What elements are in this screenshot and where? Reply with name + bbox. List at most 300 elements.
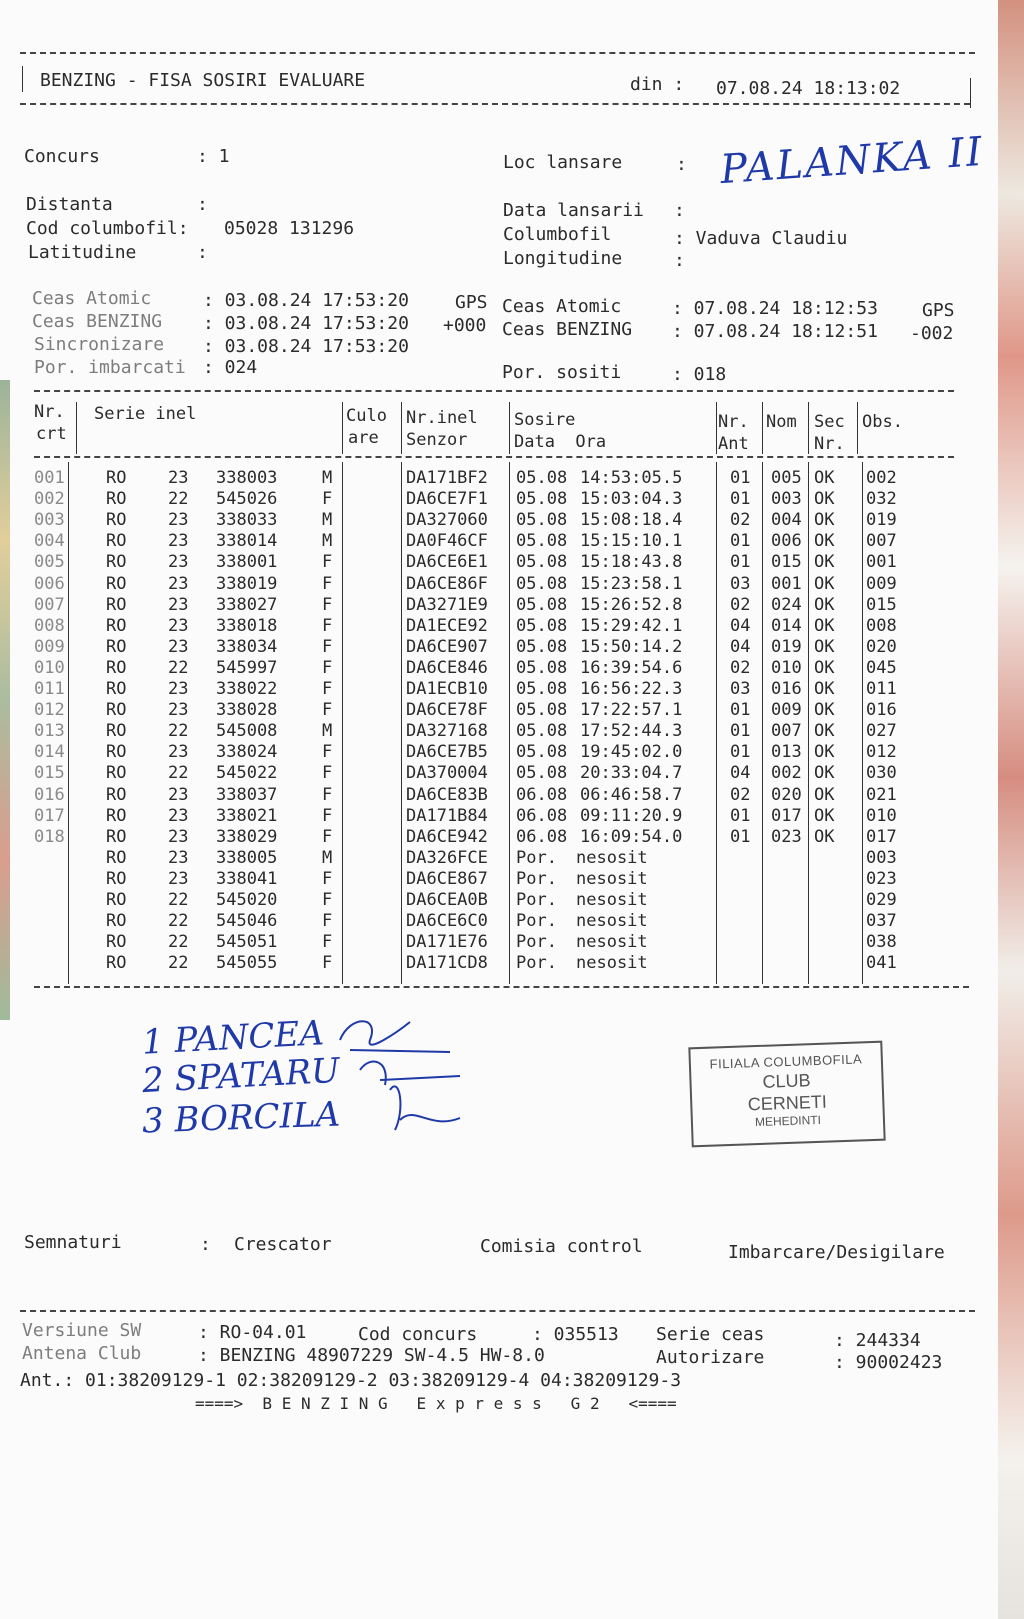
row-ring: 545022 xyxy=(216,763,278,784)
clock-right-1-value: : 07.08.24 18:12:51 xyxy=(672,321,878,342)
row-sec: OK xyxy=(814,721,835,742)
row-nr: 001 xyxy=(34,468,65,488)
signature-crescator: Crescator xyxy=(234,1234,332,1255)
clock-left-2-label: Sincronizare xyxy=(34,334,165,355)
footer-rule xyxy=(20,1310,975,1312)
row-nom: 015 xyxy=(771,552,802,573)
clock-left-2-value: : 03.08.24 17:53:20 xyxy=(203,336,409,357)
row-ring: 338019 xyxy=(216,573,278,594)
row-ring: 338041 xyxy=(216,868,278,889)
table-row xyxy=(0,827,1000,848)
row-country: RO xyxy=(106,489,127,510)
row-country: RO xyxy=(106,700,127,721)
row-obs: 020 xyxy=(866,636,897,657)
row-year: 22 xyxy=(168,890,189,910)
row-date: 05.08 xyxy=(516,679,568,699)
row-year: 23 xyxy=(168,573,189,594)
th-ant: Ant xyxy=(718,434,749,454)
row-year: 23 xyxy=(168,594,189,615)
handwritten-note-2: 2 SPATARU xyxy=(141,1050,341,1102)
row-year: 22 xyxy=(168,763,189,784)
table-row xyxy=(0,574,1000,595)
distanta-label: Distanta xyxy=(26,194,113,215)
loc-lansare-handwritten: PALANKA II xyxy=(718,128,986,194)
table-row xyxy=(0,848,1000,869)
row-ant: 01 xyxy=(730,552,751,573)
row-obs: 037 xyxy=(866,911,897,932)
row-country: RO xyxy=(106,742,127,763)
row-obs: 032 xyxy=(866,489,897,510)
row-obs: 002 xyxy=(866,468,897,488)
th-senzor: Senzor xyxy=(406,430,468,450)
row-ring: 338028 xyxy=(216,700,278,721)
row-sex: F xyxy=(322,700,333,721)
row-year: 22 xyxy=(168,953,189,974)
print-datetime: 07.08.24 18:13:02 xyxy=(716,78,901,99)
row-country: RO xyxy=(106,636,127,657)
row-nr: 003 xyxy=(34,510,65,531)
row-sex: F xyxy=(322,573,333,594)
row-sensor: DA1ECE92 xyxy=(406,615,488,636)
col-line-serie xyxy=(76,402,77,454)
row-sensor: DA171CD8 xyxy=(406,953,488,974)
row-time: 15:29:42.1 xyxy=(580,615,683,636)
row-sec: OK xyxy=(814,763,835,784)
antena-value: : BENZING 48907229 SW-4.5 HW-8.0 xyxy=(198,1345,545,1366)
header-bottom-rule xyxy=(20,103,970,105)
row-year: 23 xyxy=(168,826,189,847)
row-time: 17:22:57.1 xyxy=(580,700,683,721)
row-country: RO xyxy=(106,594,127,615)
row-country: RO xyxy=(106,679,127,699)
columbofil-label: Columbofil xyxy=(503,224,612,245)
row-year: 23 xyxy=(168,700,189,721)
row-sex: F xyxy=(322,636,333,657)
row-ring: 338014 xyxy=(216,531,278,552)
row-sensor: DA1ECB10 xyxy=(406,679,488,699)
row-time: 20:33:04.7 xyxy=(580,763,683,784)
row-time: 14:53:05.5 xyxy=(580,468,683,488)
col-line-obs xyxy=(857,402,858,454)
clock-left-3-label: Por. imbarcati xyxy=(34,357,186,378)
table-row xyxy=(0,595,1000,616)
row-nr: 016 xyxy=(34,784,65,805)
row-ring: 338005 xyxy=(216,847,278,868)
th-are: are xyxy=(348,428,379,448)
table-row xyxy=(0,953,1000,974)
row-sensor: DA6CE942 xyxy=(406,826,488,847)
row-obs: 030 xyxy=(866,763,897,784)
row-time: nesosit xyxy=(576,932,648,953)
row-time: 15:26:52.8 xyxy=(580,594,683,615)
table-row xyxy=(0,468,1000,489)
table-row xyxy=(0,637,1000,658)
col-line-sec xyxy=(808,402,809,454)
row-obs: 045 xyxy=(866,657,897,678)
data-lansarii-label: Data lansarii xyxy=(503,200,644,221)
row-ant: 01 xyxy=(730,489,751,510)
row-year: 22 xyxy=(168,911,189,932)
row-date: 05.08 xyxy=(516,636,568,657)
row-time: 15:03:04.3 xyxy=(580,489,683,510)
table-row xyxy=(0,616,1000,637)
table-row xyxy=(0,531,1000,552)
loc-lansare-label: Loc lansare xyxy=(503,152,623,173)
row-year: 22 xyxy=(168,721,189,742)
table-row xyxy=(0,700,1000,721)
row-nom: 024 xyxy=(771,594,802,615)
row-sex: M xyxy=(322,847,333,868)
row-nr: 004 xyxy=(34,531,65,552)
row-ring: 338027 xyxy=(216,594,278,615)
row-ant: 01 xyxy=(730,468,751,488)
row-date: 05.08 xyxy=(516,468,568,488)
row-nom: 006 xyxy=(771,531,802,552)
row-obs: 016 xyxy=(866,700,897,721)
row-country: RO xyxy=(106,615,127,636)
row-nom: 017 xyxy=(771,805,802,826)
row-date: 06.08 xyxy=(516,826,568,847)
row-nom: 002 xyxy=(771,763,802,784)
col-line-nrinel xyxy=(401,402,402,454)
table-row xyxy=(0,679,1000,700)
row-year: 23 xyxy=(168,742,189,763)
serie-ceas-label: Serie ceas xyxy=(656,1324,765,1345)
longitudine-value: : xyxy=(674,250,685,271)
row-obs: 009 xyxy=(866,573,897,594)
row-obs: 027 xyxy=(866,721,897,742)
row-ant: 01 xyxy=(730,721,751,742)
stamp-line-1: FILIALA COLUMBOFILA xyxy=(709,1051,863,1072)
row-ring: 545020 xyxy=(216,890,278,910)
row-ring: 338018 xyxy=(216,615,278,636)
row-country: RO xyxy=(106,911,127,932)
row-ant: 01 xyxy=(730,700,751,721)
row-ant: 02 xyxy=(730,594,751,615)
th-culo: Culo xyxy=(346,406,387,426)
table-row xyxy=(0,658,1000,679)
row-year: 23 xyxy=(168,510,189,531)
row-date: Por. xyxy=(516,847,557,868)
row-ant: 03 xyxy=(730,573,751,594)
row-time: 15:08:18.4 xyxy=(580,510,683,531)
row-date: 05.08 xyxy=(516,700,568,721)
row-time: 16:56:22.3 xyxy=(580,679,683,699)
row-obs: 019 xyxy=(866,510,897,531)
th-nom: Nom xyxy=(766,412,797,432)
row-nom: 014 xyxy=(771,615,802,636)
table-row xyxy=(0,763,1000,784)
row-country: RO xyxy=(106,531,127,552)
row-date: 05.08 xyxy=(516,531,568,552)
table-row xyxy=(0,785,1000,806)
row-time: nesosit xyxy=(576,890,648,910)
row-ring: 545008 xyxy=(216,721,278,742)
row-sensor: DA6CE86F xyxy=(406,573,488,594)
latitudine-label: Latitudine xyxy=(28,242,137,263)
clock-left-1-extra: +000 xyxy=(443,315,487,336)
table-header-rule xyxy=(34,456,954,458)
clock-left-0-value: : 03.08.24 17:53:20 xyxy=(203,290,409,311)
row-obs: 021 xyxy=(866,784,897,805)
row-nr: 007 xyxy=(34,594,65,615)
row-year: 23 xyxy=(168,636,189,657)
row-nr: 017 xyxy=(34,805,65,826)
row-nom: 023 xyxy=(771,826,802,847)
row-time: 15:18:43.8 xyxy=(580,552,683,573)
row-sensor: DA6CE6E1 xyxy=(406,552,488,573)
signature-imbarcare: Imbarcare/Desigilare xyxy=(728,1242,945,1263)
row-ring: 338001 xyxy=(216,552,278,573)
clock-left-0-extra: GPS xyxy=(455,292,488,313)
th-sosire: Sosire xyxy=(514,410,576,430)
row-sensor: DA6CE78F xyxy=(406,700,488,721)
row-time: 16:39:54.6 xyxy=(580,657,683,678)
stamp-line-4: MEHEDINTI xyxy=(754,1112,822,1130)
row-nom: 003 xyxy=(771,489,802,510)
row-sensor: DA6CEA0B xyxy=(406,890,488,910)
row-ant: 03 xyxy=(730,679,751,699)
data-lansarii-value: : xyxy=(674,200,685,221)
th-sec: Sec xyxy=(814,412,845,432)
row-year: 23 xyxy=(168,868,189,889)
row-nom: 010 xyxy=(771,657,802,678)
row-sensor: DA171E76 xyxy=(406,932,488,953)
row-obs: 012 xyxy=(866,742,897,763)
row-ring: 338033 xyxy=(216,510,278,531)
stamp-line-3: CERNETI xyxy=(747,1091,828,1115)
row-obs: 023 xyxy=(866,868,897,889)
row-country: RO xyxy=(106,847,127,868)
col-line-nom xyxy=(762,402,763,454)
row-time: nesosit xyxy=(576,911,648,932)
row-sensor: DA3271E9 xyxy=(406,594,488,615)
table-row xyxy=(0,552,1000,573)
row-nr: 005 xyxy=(34,552,65,573)
table-row xyxy=(0,911,1000,932)
row-sex: M xyxy=(322,510,333,531)
row-nr: 018 xyxy=(34,826,65,847)
row-time: 16:09:54.0 xyxy=(580,826,683,847)
row-obs: 007 xyxy=(866,531,897,552)
row-nom: 016 xyxy=(771,679,802,699)
row-date: 05.08 xyxy=(516,489,568,510)
handwritten-note-3: 3 BORCILA xyxy=(141,1094,341,1142)
row-ant: 02 xyxy=(730,657,751,678)
clock-left-1-label: Ceas BENZING xyxy=(32,311,163,332)
clock-right-0-label: Ceas Atomic xyxy=(502,296,622,317)
th-serie: Serie inel xyxy=(94,404,197,424)
row-nom: 013 xyxy=(771,742,802,763)
row-time: 15:50:14.2 xyxy=(580,636,683,657)
row-sensor: DA171BF2 xyxy=(406,468,488,488)
row-date: 05.08 xyxy=(516,510,568,531)
table-top-rule xyxy=(34,390,954,392)
row-sensor: DA6CE7B5 xyxy=(406,742,488,763)
col-line-culo xyxy=(342,402,343,454)
row-date: Por. xyxy=(516,953,557,974)
row-ring: 545051 xyxy=(216,932,278,953)
autorizare-label: Autorizare xyxy=(656,1347,765,1368)
row-year: 23 xyxy=(168,679,189,699)
row-year: 23 xyxy=(168,805,189,826)
header-top-rule xyxy=(20,52,975,54)
row-sec: OK xyxy=(814,489,835,510)
row-nom: 020 xyxy=(771,784,802,805)
columbofil-value: : Vaduva Claudiu xyxy=(674,228,848,249)
row-sex: F xyxy=(322,489,333,510)
row-country: RO xyxy=(106,657,127,678)
row-sensor: DA6CE6C0 xyxy=(406,911,488,932)
table-row xyxy=(0,806,1000,827)
table-bottom-rule xyxy=(34,986,969,988)
loc-lansare-sep: : xyxy=(676,154,687,175)
row-ring: 545055 xyxy=(216,953,278,974)
row-country: RO xyxy=(106,953,127,974)
row-time: 15:15:10.1 xyxy=(580,531,683,552)
row-country: RO xyxy=(106,721,127,742)
row-nom: 001 xyxy=(771,573,802,594)
serie-ceas-value: : 244334 xyxy=(834,1330,921,1351)
row-country: RO xyxy=(106,468,127,488)
row-sensor: DA327168 xyxy=(406,721,488,742)
row-ant: 04 xyxy=(730,763,751,784)
col-line-ant xyxy=(716,402,717,454)
row-nr: 008 xyxy=(34,615,65,636)
row-sex: M xyxy=(322,721,333,742)
row-date: 05.08 xyxy=(516,552,568,573)
row-obs: 041 xyxy=(866,953,897,974)
cod-columbofil-value: 05028 131296 xyxy=(224,218,355,239)
row-sex: M xyxy=(322,468,333,488)
row-sex: F xyxy=(322,552,333,573)
row-sex: F xyxy=(322,679,333,699)
row-obs: 038 xyxy=(866,932,897,953)
row-sensor: DA6CE7F1 xyxy=(406,489,488,510)
row-sensor: DA6CE907 xyxy=(406,636,488,657)
row-country: RO xyxy=(106,763,127,784)
row-nr: 006 xyxy=(34,573,65,594)
row-country: RO xyxy=(106,552,127,573)
row-nom: 007 xyxy=(771,721,802,742)
row-year: 23 xyxy=(168,552,189,573)
row-sex: F xyxy=(322,932,333,953)
row-sensor: DA6CE83B xyxy=(406,784,488,805)
row-obs: 001 xyxy=(866,552,897,573)
row-ant: 01 xyxy=(730,805,751,826)
row-sensor: DA327060 xyxy=(406,510,488,531)
th-nr2: Nr. xyxy=(718,412,749,432)
row-time: nesosit xyxy=(576,868,648,889)
row-obs: 003 xyxy=(866,847,897,868)
stamp-line-2: CLUB xyxy=(762,1070,811,1092)
table-row xyxy=(0,510,1000,531)
row-ring: 338021 xyxy=(216,805,278,826)
clock-right-0-extra: GPS xyxy=(922,300,955,321)
cod-concurs-value: : 035513 xyxy=(532,1324,619,1345)
row-ring: 545997 xyxy=(216,657,278,678)
club-stamp xyxy=(688,1041,885,1148)
row-date: Por. xyxy=(516,932,557,953)
row-year: 23 xyxy=(168,615,189,636)
row-sensor: DA370004 xyxy=(406,763,488,784)
row-sex: F xyxy=(322,594,333,615)
th-obs: Obs. xyxy=(862,412,903,432)
row-sex: F xyxy=(322,742,333,763)
clock-right-0-value: : 07.08.24 18:12:53 xyxy=(672,298,878,319)
row-nom: 004 xyxy=(771,510,802,531)
row-obs: 029 xyxy=(866,890,897,910)
date-label: din : xyxy=(630,74,685,95)
row-date: 05.08 xyxy=(516,763,568,784)
row-sec: OK xyxy=(814,615,835,636)
row-sex: F xyxy=(322,615,333,636)
row-date: 05.08 xyxy=(516,657,568,678)
row-sensor: DA171B84 xyxy=(406,805,488,826)
row-sensor: DA6CE867 xyxy=(406,868,488,889)
row-sec: OK xyxy=(814,784,835,805)
row-sec: OK xyxy=(814,573,835,594)
col-line-sosire xyxy=(509,402,510,454)
row-ring: 338037 xyxy=(216,784,278,805)
header-left-bar xyxy=(22,66,23,92)
concurs-value: : 1 xyxy=(197,146,230,167)
row-date: 05.08 xyxy=(516,721,568,742)
por-sositi-value: : 018 xyxy=(672,364,727,385)
row-date: Por. xyxy=(516,911,557,932)
row-time: nesosit xyxy=(576,953,648,974)
row-ring: 338003 xyxy=(216,468,278,488)
table-row xyxy=(0,721,1000,742)
row-ring: 338024 xyxy=(216,742,278,763)
row-nr: 014 xyxy=(34,742,65,763)
row-date: 05.08 xyxy=(516,573,568,594)
row-sec: OK xyxy=(814,805,835,826)
row-nr: 013 xyxy=(34,721,65,742)
row-country: RO xyxy=(106,510,127,531)
row-ant: 01 xyxy=(730,531,751,552)
row-obs: 010 xyxy=(866,805,897,826)
longitudine-label: Longitudine xyxy=(503,248,623,269)
clock-left-1-value: : 03.08.24 17:53:20 xyxy=(203,313,409,334)
row-sex: F xyxy=(322,953,333,974)
table-row xyxy=(0,489,1000,510)
handwritten-note-1: 1 PANCEA xyxy=(141,1013,325,1063)
row-obs: 017 xyxy=(866,826,897,847)
row-date: Por. xyxy=(516,890,557,910)
row-date: Por. xyxy=(516,868,557,889)
row-nom: 009 xyxy=(771,700,802,721)
row-sec: OK xyxy=(814,700,835,721)
row-country: RO xyxy=(106,890,127,910)
row-year: 22 xyxy=(168,489,189,510)
row-sec: OK xyxy=(814,510,835,531)
row-date: 05.08 xyxy=(516,615,568,636)
row-sec: OK xyxy=(814,468,835,488)
cod-columbofil-label: Cod columbofil: xyxy=(26,218,189,239)
antenna-serials: Ant.: 01:38209129-1 02:38209129-2 03:38209129-4 04:38209129-3 xyxy=(20,1370,682,1391)
row-sex: F xyxy=(322,805,333,826)
row-country: RO xyxy=(106,805,127,826)
brand-line: ====> B E N Z I N G E x p r e s s G 2 <==== xyxy=(195,1394,677,1413)
table-row xyxy=(0,890,1000,911)
clock-left-0-label: Ceas Atomic xyxy=(32,288,152,309)
row-ant: 01 xyxy=(730,826,751,847)
row-country: RO xyxy=(106,932,127,953)
th-nr: Nr. xyxy=(34,402,65,422)
row-time: 19:45:02.0 xyxy=(580,742,683,763)
row-sex: F xyxy=(322,784,333,805)
